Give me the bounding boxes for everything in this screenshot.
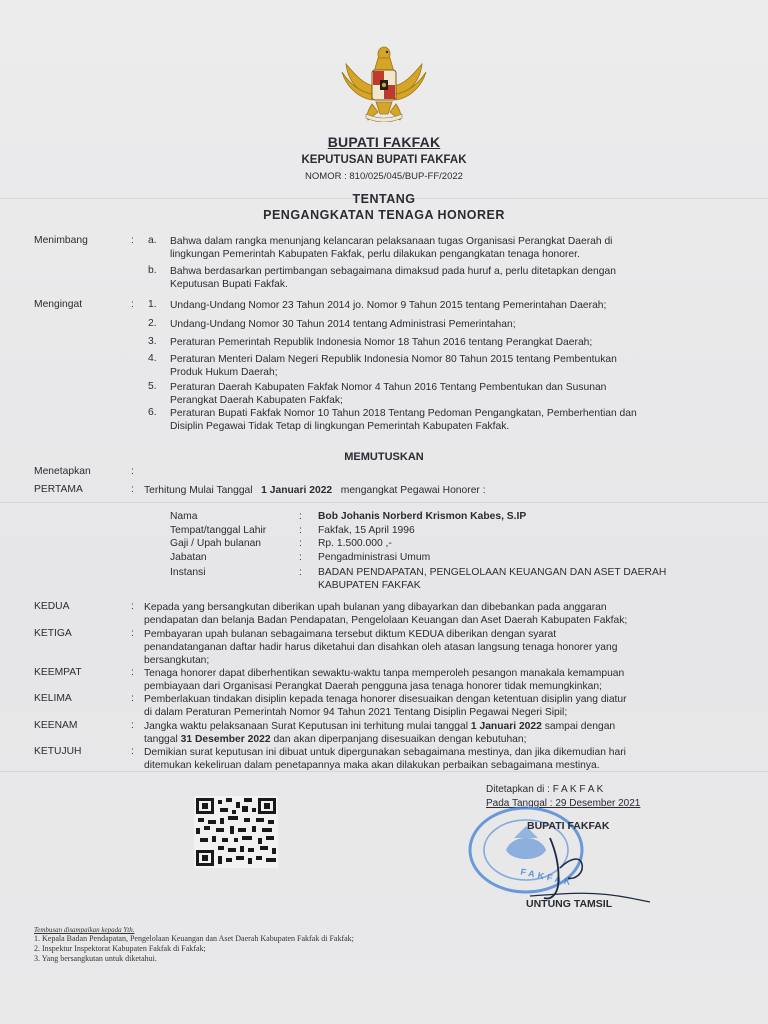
stamp-text: FAKFAK	[519, 866, 575, 888]
signature-title: BUPATI FAKFAK	[527, 820, 610, 832]
keenam-line: Jangka waktu pelaksanaan Surat Keputusan ini terhitung mulai tanggal 1 Januari 2022 sampai dengan	[144, 721, 616, 732]
employee-agency: BADAN PENDAPATAN, PENGELOLAAN KEUANGAN DAN ASET DAERAH	[318, 567, 667, 578]
mengingat-line: Produk Hukum Daerah;	[170, 367, 278, 378]
memutuskan-heading: MEMUTUSKAN	[344, 451, 424, 463]
kelima-label: KELIMA	[34, 693, 72, 704]
mengingat-line: Disiplin Pegawai Tidak Tetap di lingkungan Pemerintah Kabupaten Fakfak.	[170, 421, 510, 432]
keempat-label: KEEMPAT	[34, 667, 82, 678]
diktum-line: Pembayaran upah bulanan sebagaimana tersebut diktum KEDUA diberikan dengan syarat	[144, 629, 557, 640]
ketujuh-line: ditemukan kekeliruan dalam penetapannya maka akan dilakukan perbaikan sebagaimana mestinya.	[144, 760, 600, 771]
menetapkan-label: Menetapkan	[34, 466, 91, 477]
diktum-line: bersangkutan;	[144, 655, 210, 666]
mengingat-num: 2.	[148, 318, 157, 329]
diktum-line: penandatanganan daftar hadir harus diketahui dan disahkan oleh atasan langsung tenaga honorer yang	[144, 642, 618, 653]
kedua-label: KEDUA	[34, 601, 70, 612]
diktum-line: pembiayaan dari Organisasi Perangkat Daerah pengguna jasa tenaga honorer tidak memungkinkan;	[144, 681, 602, 692]
keenam-label: KEENAM	[34, 720, 78, 731]
employee-birth: Fakfak, 15 April 1996	[318, 525, 415, 536]
menimbang-line: lingkungan Pemerintah Kabupaten Fakfak, perlu dilakukan pengangkatan tenaga honorer.	[170, 249, 580, 260]
signature-date: Pada Tanggal : 29 Desember 2021	[486, 798, 641, 809]
employee-name: Bob Johanis Norberd Krismon Kabes, S.IP	[318, 511, 527, 522]
tembusan-item: 1. Kepala Badan Pendapatan, Pengelolaan Keuangan dan Aset Daerah Kabupaten Fakfak di Fakfak;	[34, 934, 354, 943]
employee-position: Pengadministrasi Umum	[318, 552, 431, 563]
mengingat-line: Peraturan Bupati Fakfak Nomor 10 Tahun 2018 Tentang Pedoman Pengangkatan, Pemberhentian dan	[170, 408, 637, 419]
mengingat-line: Perangkat Daerah Kabupaten Fakfak;	[170, 395, 343, 406]
employee-agency-line2: KABUPATEN FAKFAK	[318, 580, 421, 591]
ketiga-label: KETIGA	[34, 628, 72, 639]
mengingat-num: 6.	[148, 407, 157, 418]
employee-field: Instansi	[170, 567, 206, 578]
employee-field: Jabatan	[170, 552, 207, 563]
diktum-line: Pemberlakuan tindakan disiplin kepada tenaga honorer disesuaikan dengan ketentuan disiplin yang diatur	[144, 694, 627, 705]
keenam-line: tanggal 31 Desember 2022 dan akan diperpanjang disesuaikan dengan kebutuhan;	[144, 734, 527, 745]
mengingat-num: 4.	[148, 353, 157, 364]
mengingat-line: Peraturan Pemerintah Republik Indonesia Nomor 18 Tahun 2016 tentang Perangkat Daerah;	[170, 337, 593, 348]
mengingat-line: Peraturan Menteri Dalam Negeri Republik Indonesia Nomor 80 Tahun 2015 tentang Pembentukan	[170, 354, 617, 365]
diktum-line: Tenaga honorer dapat diberhentikan sewaktu-waktu tanpa memperoleh pesangon manakala kemampuan	[144, 668, 625, 679]
handwritten-signature-icon	[520, 828, 660, 908]
signature-place: Ditetapkan di : F A K F A K	[486, 784, 604, 795]
garuda-emblem-icon	[338, 42, 430, 122]
pertama-text: Terhitung Mulai Tanggal 1 Januari 2022 mengangkat Pegawai Honorer :	[144, 485, 486, 496]
mengingat-line: Undang-Undang Nomor 30 Tahun 2014 tentang Administrasi Pemerintahan;	[170, 319, 516, 330]
menimbang-num-b: b.	[148, 265, 157, 276]
mengingat-num: 3.	[148, 336, 157, 347]
mengingat-label: Mengingat	[34, 299, 83, 310]
mengingat-line: Peraturan Daerah Kabupaten Fakfak Nomor 4 Tahun 2016 Tentang Pembentukan dan Susunan	[170, 382, 607, 393]
menimbang-line: Bahwa dalam rangka menunjang kelancaran pelaksanaan tugas Organisasi Perangkat Daerah di	[170, 236, 613, 247]
pertama-date: 1 Januari 2022	[261, 485, 333, 496]
about-heading: TENTANG	[352, 192, 416, 206]
menimbang-num-a: a.	[148, 235, 157, 246]
mengingat-num: 1.	[148, 299, 157, 310]
diktum-line: di dalam Peraturan Pemerintah Nomor 94 Tahun 2021 Tentang Disiplin Pegawai Negeri Sipil;	[144, 707, 568, 718]
pertama-label: PERTAMA	[34, 484, 83, 495]
signatory-name: UNTUNG TAMSIL	[526, 898, 613, 910]
employee-field: Tempat/tanggal Lahir	[170, 525, 267, 536]
mengingat-line: Undang-Undang Nomor 23 Tahun 2014 jo. Nomor 9 Tahun 2015 tentang Pemerintahan Daerah;	[170, 300, 607, 311]
menimbang-line: Bahwa berdasarkan pertimbangan sebagaimana dimaksud pada huruf a, perlu ditetapkan dengan	[170, 266, 616, 277]
qr-code-icon	[194, 796, 278, 868]
employee-salary: Rp. 1.500.000 ,-	[318, 538, 392, 549]
ketujuh-label: KETUJUH	[34, 746, 82, 757]
tembusan-title: Tembusan disampaikan kepada Yth.	[34, 926, 135, 934]
decree-number: NOMOR : 810/025/045/BUP-FF/2022	[305, 171, 463, 182]
office-title: BUPATI FAKFAK	[327, 134, 441, 150]
menimbang-label: Menimbang	[34, 235, 88, 246]
employee-field: Nama	[170, 511, 198, 522]
ketujuh-line: Demikian surat keputusan ini dibuat untuk dipergunakan sebagaimana mestinya, dan jika dikemudian hari	[144, 747, 626, 758]
tembusan-item: 2. Inspektur Inspektorat Kabupaten Fakfak di Fakfak;	[34, 944, 206, 953]
decree-title: KEPUTUSAN BUPATI FAKFAK	[301, 154, 467, 166]
decree-page: BUPATI FAKFAK KEPUTUSAN BUPATI FAKFAK NOMOR : 810/025/045/BUP-FF/2022 TENTANG PENGANGKATAN TENAGA HONORER Menimbang : a. Bahwa dalam rangka menunjang kelancaran pelaksanaan tugas Organisasi Perangkat Daerah di lingkungan Pemerintah Kabupaten Fakfak, perlu dilakukan pengangkatan tenaga honorer. b. Bahwa berdasarkan pertimbangan sebagaimana dimaksud pada huruf a, perlu ditetapkan dengan Keputusan Bupati Fakfak. Mengingat : 1. Undang-Undang Nomor 23 Tahun 2014 jo. Nomor 9 Tahun 2015 tentang Pemerintahan Daerah; 2. Undang-Undang Nomor 30 Tahun 2014 tentang Administrasi Pemerintahan; 3. Peraturan Pemerintah Republik Indonesia Nomor 18 Tahun 2016 tentang Perangkat Daerah; 4. Peraturan Menteri Dalam Negeri Republik Indonesia Nomor 80 Tahun 2015 tentang Pembentukan Produk Hukum Daerah; 5. Peraturan Daerah Kabupaten Fakfak Nomor 4 Tahun 2016 Tentang Pembentukan dan Susunan Perangkat Daerah Kabupaten Fakfak; 6. Peraturan Bupati Fakfak Nomor 10 Tahun 2018 Tentang Pedoman Pengangkatan, Pemberhentian dan Disiplin Pegawai Tidak Tetap di lingkungan Pemerintah Kabupaten Fakfak. MEMUTUSKAN Menetapkan : PERTAMA : Terhitung Mulai Tanggal 1 Januari 2022 mengangkat Pegawai Honorer : Nama : Bob Johanis Norberd Krismon Kabes, S.IP Tempat/tanggal Lahir : Fakfak, 15 April 1996 Gaji / Upah bulanan : Rp. 1.500.000 ,- Jabatan : Pengadministrasi Umum Instansi : BADAN PENDAPATAN, PENGELOLAAN KEUANGAN DAN ASET DAERAH KABUPATEN FAKFAK KEDUA : Kepada yang bersangkutan diberikan upah bulanan yang dibayarkan dan dibebankan pada anggaran pendapatan dan belanja Badan Pendapatan, Pengelolaan Keuangan dan Aset Daerah Kabupaten Fakfak; KETIGA : Pembayaran upah bulanan sebagaimana tersebut diktum KEDUA diberikan dengan syarat penandatanganan daftar hadir harus diketahui dan disahkan oleh atasan langsung tenaga honorer yang bersangkutan; KEEMPAT : Tenaga honorer dapat diberhentikan sewaktu-waktu tanpa memperoleh pesangon manakala kemampuan pembiayaan dari Organisasi Perangkat Daerah pengguna jasa tenaga honorer tidak memungkinkan; KELIMA : Pemberlakuan tindakan disiplin kepada tenaga honorer disesuaikan dengan ketentuan disiplin yang diatur di dalam Peraturan Pemerintah Nomor 94 Tahun 2021 Tentang Disiplin Pegawai Negeri Sipil; KEENAM : Jangka waktu pelaksanaan Surat Keputusan ini terhitung mulai tanggal 1 Januari 2022 sampai dengan tanggal 31 Desember 2022 dan akan diperpanjang disesuaikan dengan kebutuhan; KETUJUH : Demikian surat keputusan ini dibuat untuk dipergunakan sebagaimana mestinya, dan jika dikemudian hari ditemukan kekeliruan dalam penetapannya maka akan dilakukan perbaikan sebagaimana mestinya. Ditetapkan di : F A K F A K Pada Tanggal : 29 Desember 2021 FAKFAK BUPATI FAKFAK UNTUNG TAMSIL Tembusan disampaikan kepada Yth. 1. Kepala Badan Pendapatan, Pengelolaan Keuangan dan Aset Daerah Kabupaten Fakfak di Fakfak; 2. Inspektur Inspektorat Kabupaten Fakfak di Fakfak; 3. Yang bersangkutan untuk diketahui.	[0, 0, 768, 1024]
diktum-line: pendapatan dan belanja Badan Pendapatan, Pengelolaan Keuangan dan Aset Daerah Kabupaten Fakfak;	[144, 615, 628, 626]
mengingat-num: 5.	[148, 381, 157, 392]
subject-heading: PENGANGKATAN TENAGA HONORER	[263, 208, 505, 222]
employee-field: Gaji / Upah bulanan	[170, 538, 262, 549]
menimbang-line: Keputusan Bupati Fakfak.	[170, 279, 288, 290]
diktum-line: Kepada yang bersangkutan diberikan upah bulanan yang dibayarkan dan dibebankan pada anggaran	[144, 602, 607, 613]
tembusan-item: 3. Yang bersangkutan untuk diketahui.	[34, 954, 157, 963]
